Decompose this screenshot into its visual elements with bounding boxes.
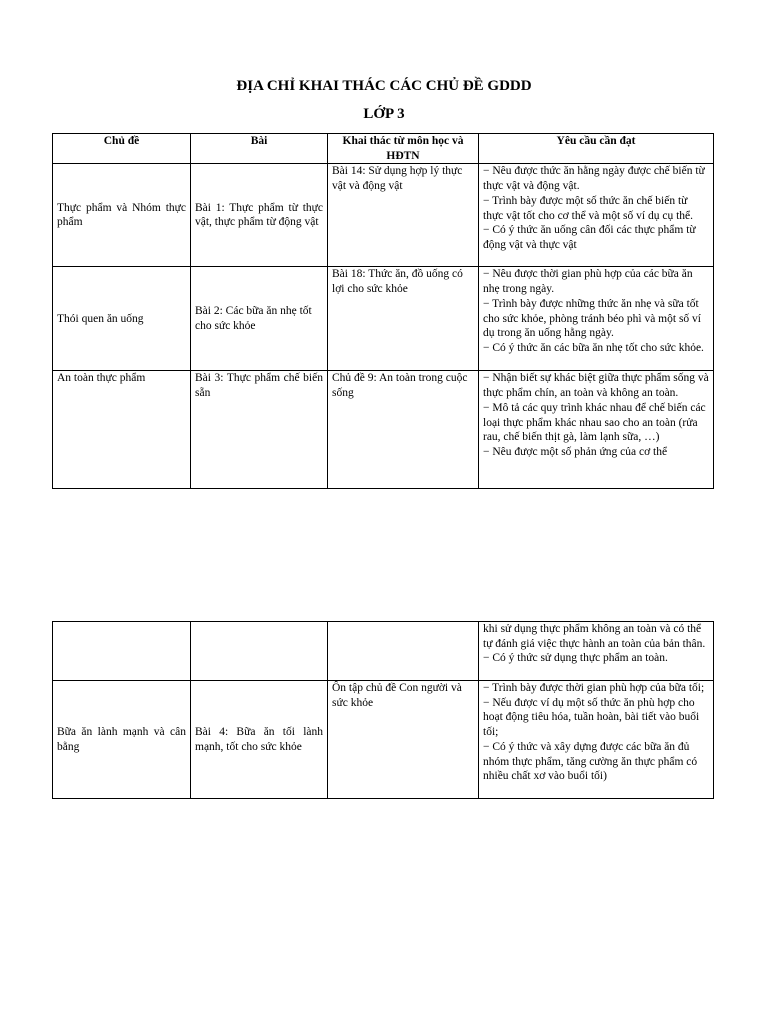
lesson-cell: Bài 3: Thực phẩm chế biến sẵn <box>191 371 328 489</box>
requirement-item: − Trình bày được thời gian phù hợp của bữa tối; <box>483 682 705 694</box>
topic-cell <box>53 622 191 681</box>
lesson-cell <box>191 622 328 681</box>
requirement-item: − Có ý thức ăn uống cân đối các thực phẩm từ động vật và thực vật <box>483 224 696 251</box>
requirement-item: − Nêu được một số phản ứng của cơ thể <box>483 445 668 458</box>
requirement-item: − Nếu được ví dụ một số thức ăn phù hợp cho hoạt động tiêu hóa, tuần hoàn, bài tiết vào buổi tối; <box>483 696 700 739</box>
source-cell: Chủ đề 9: An toàn trong cuộc sống <box>328 371 479 489</box>
page-subtitle: LỚP 3 <box>363 106 405 122</box>
requirement-item: − Có ý thức sử dụng thực phẩm an toàn. <box>483 652 668 665</box>
requirement-item: − Nêu được thời gian phù hợp của các bữa ăn nhẹ trong ngày. <box>483 268 693 296</box>
requirement-item: − Có ý thức ăn các bữa ăn nhẹ tốt cho sức khỏe. <box>483 341 704 354</box>
header-topic: Chủ đề <box>53 134 191 164</box>
header-requirements: Yêu cầu cần đạt <box>479 134 714 164</box>
lesson-cell: Bài 1: Thực phẩm từ thực vật, thực phẩm từ động vật <box>191 164 328 267</box>
topics-table-continued <box>52 621 714 799</box>
requirement-item: khi sử dụng thực phẩm không an toàn và có thể tự đánh giá việc thực hành an toàn của bản thân. <box>483 623 706 650</box>
table-row <box>53 371 714 489</box>
table-row <box>53 681 714 799</box>
requirement-item: − Nhận biết sự khác biệt giữa thực phẩm sống và thực phẩm chín, an toàn và không an toàn. <box>483 372 709 400</box>
topic-cell: An toàn thực phẩm <box>53 371 191 489</box>
lesson-cell: Bài 4: Bữa ăn tối lành mạnh, tốt cho sức khỏe <box>191 681 328 799</box>
requirement-item: − Trình bày được những thức ăn nhẹ và sữa tốt cho sức khỏe, phòng tránh béo phì và một số ví dụ trong ăn uống hằng ngày. <box>483 297 701 340</box>
topic-cell: Bữa ăn lành mạnh và cân bằng <box>53 681 191 799</box>
requirements-cell <box>479 371 714 489</box>
topics-table <box>52 133 714 489</box>
table-header-row <box>53 134 714 164</box>
source-cell: Ôn tập chủ đề Con người và sức khỏe <box>328 681 479 799</box>
table-row <box>53 164 714 267</box>
header-lesson: Bài <box>191 134 328 164</box>
source-cell: Bài 18: Thức ăn, đồ uống có lợi cho sức khỏe <box>328 267 479 371</box>
requirement-item: − Có ý thức và xây dựng được các bữa ăn đủ nhóm thực phẩm, tăng cường ăn thực phẩm có nhiều chất xơ vào buổi tối) <box>483 740 698 783</box>
header-source: Khai thác từ môn học và HĐTN <box>328 134 479 164</box>
requirements-cell <box>479 622 714 681</box>
requirements-cell <box>479 681 714 799</box>
page-title: ĐỊA CHỈ KHAI THÁC CÁC CHỦ ĐỀ GDDD <box>236 78 532 94</box>
lesson-cell: Bài 2: Các bữa ăn nhẹ tốt cho sức khỏe <box>191 267 328 371</box>
requirement-item: − Trình bày được một số thức ăn chế biến từ thực vật tốt cho cơ thể và một số ví dụ cụ thể. <box>483 194 694 222</box>
topic-cell: Thực phẩm và Nhóm thực phẩm <box>53 164 191 267</box>
table-row <box>53 267 714 371</box>
table-row <box>53 622 714 681</box>
requirement-item: − Mô tả các quy trình khác nhau để chế biến các loại thực phẩm khác nhau sao cho an toàn (rửa rau, chế biến thịt gà, làm lạnh sữa, …) <box>483 401 706 444</box>
requirements-cell <box>479 164 714 267</box>
source-cell: Bài 14: Sử dụng hợp lý thực vật và động vật <box>328 164 479 267</box>
source-cell <box>328 622 479 681</box>
topic-cell: Thói quen ăn uống <box>53 267 191 371</box>
requirement-item: − Nêu được thức ăn hằng ngày được chế biến từ thực vật và động vật. <box>483 165 705 193</box>
requirements-cell <box>479 267 714 371</box>
